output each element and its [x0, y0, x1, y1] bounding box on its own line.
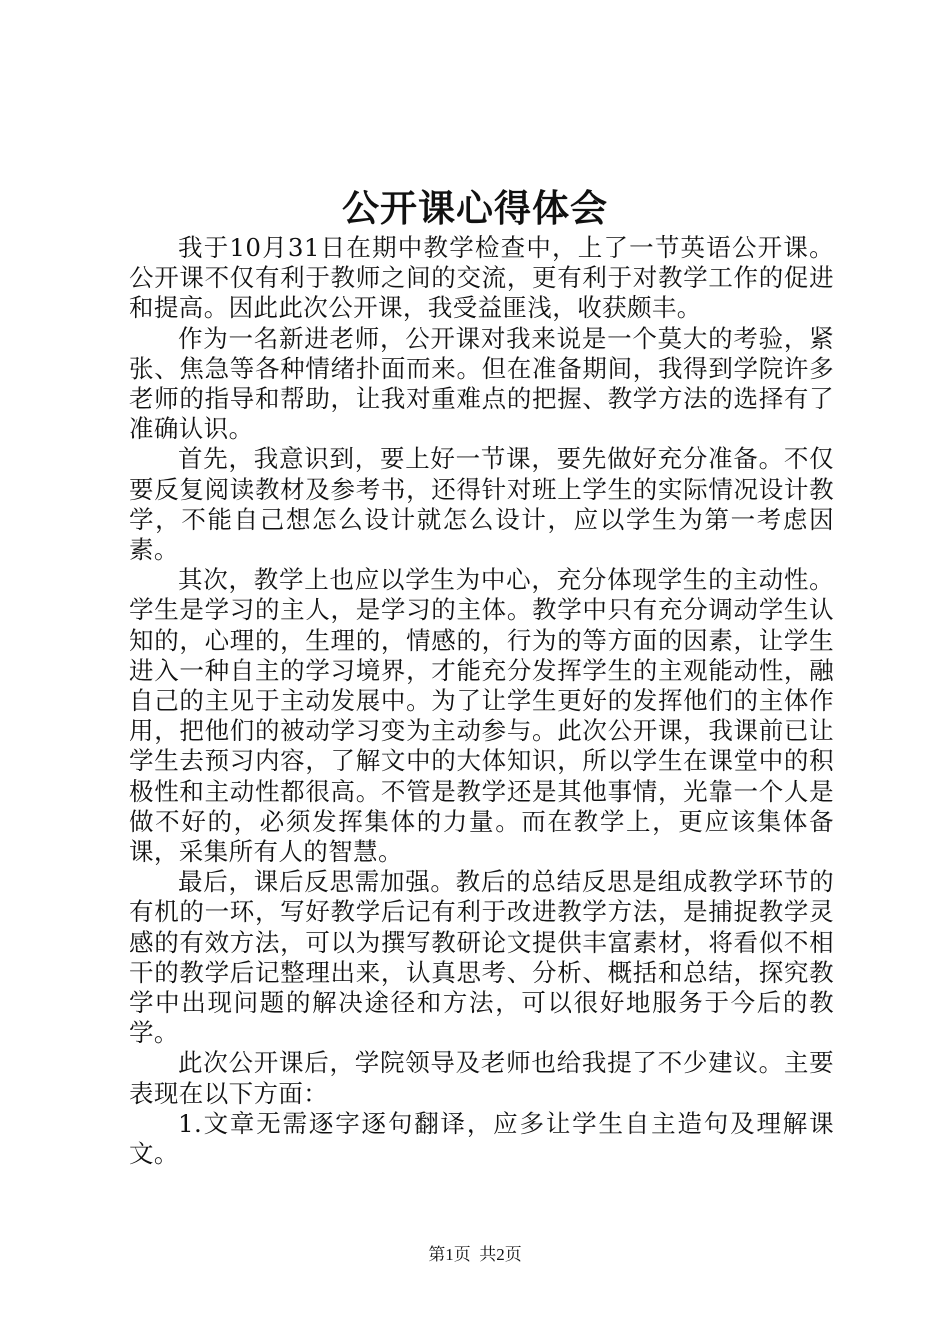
paragraph-second-point: 其次，教学上也应以学生为中心，充分体现学生的主动性。学生是学习的主人，是学习的主体。教学中只有充分调动学生认知的，心理的，生理的，情感的，行为的等方面的因素，让学生进入一种自主的学习境界，才能充分发挥学生的主观能动性，融自己的主见于主动发展中。为了让学生更好的发挥他们的主体作用，把他们的被动学习变为主动参与。此次公开课，我课前已让学生去预习内容，了解文中的大体知识，所以学生在课堂中的积极性和主动性都很高。不管是教学还是其他事情，光靠一个人是做不好的，必须发挥集体的力量。而在教学上，更应该集体备课，采集所有人的智慧。 [129, 565, 834, 867]
paragraph-new-teacher: 作为一名新进老师，公开课对我来说是一个莫大的考验，紧张、焦急等各种情绪扑面而来。但在准备期间，我得到学院许多老师的指导和帮助，让我对重难点的把握、教学方法的选择有了准确认识。 [129, 323, 834, 444]
document-body [129, 233, 834, 1169]
paragraph-suggestions-intro: 此次公开课后，学院领导及老师也给我提了不少建议。主要表现在以下方面： [129, 1048, 834, 1108]
document-title: 公开课心得体会 [342, 186, 608, 230]
paragraph-last-point: 最后，课后反思需加强。教后的总结反思是组成教学环节的有机的一环，写好教学后记有利于改进教学方法，是捕捉教学灵感的有效方法，可以为撰写教研论文提供丰富素材，将看似不相干的教学后记整理出来，认真思考、分析、概括和总结，探究教学中出现问题的解决途径和方法，可以很好地服务于今后的教学。 [129, 867, 834, 1048]
paragraph-intro: 我于10月31日在期中教学检查中，上了一节英语公开课。公开课不仅有利于教师之间的交流，更有利于对教学工作的促进和提高。因此此次公开课，我受益匪浅，收获颇丰。 [129, 233, 834, 323]
list-item-suggestion-1: 1.文章无需逐字逐句翻译，应多让学生自主造句及理解课文。 [129, 1108, 834, 1169]
paragraph-first-point: 首先，我意识到，要上好一节课，要先做好充分准备。不仅要反复阅读教材及参考书，还得针对班上学生的实际情况设计教学，不能自己想怎么设计就怎么设计，应以学生为第一考虑因素。 [129, 444, 834, 565]
page-number-footer: 第1页 共2页 [428, 1245, 522, 1264]
